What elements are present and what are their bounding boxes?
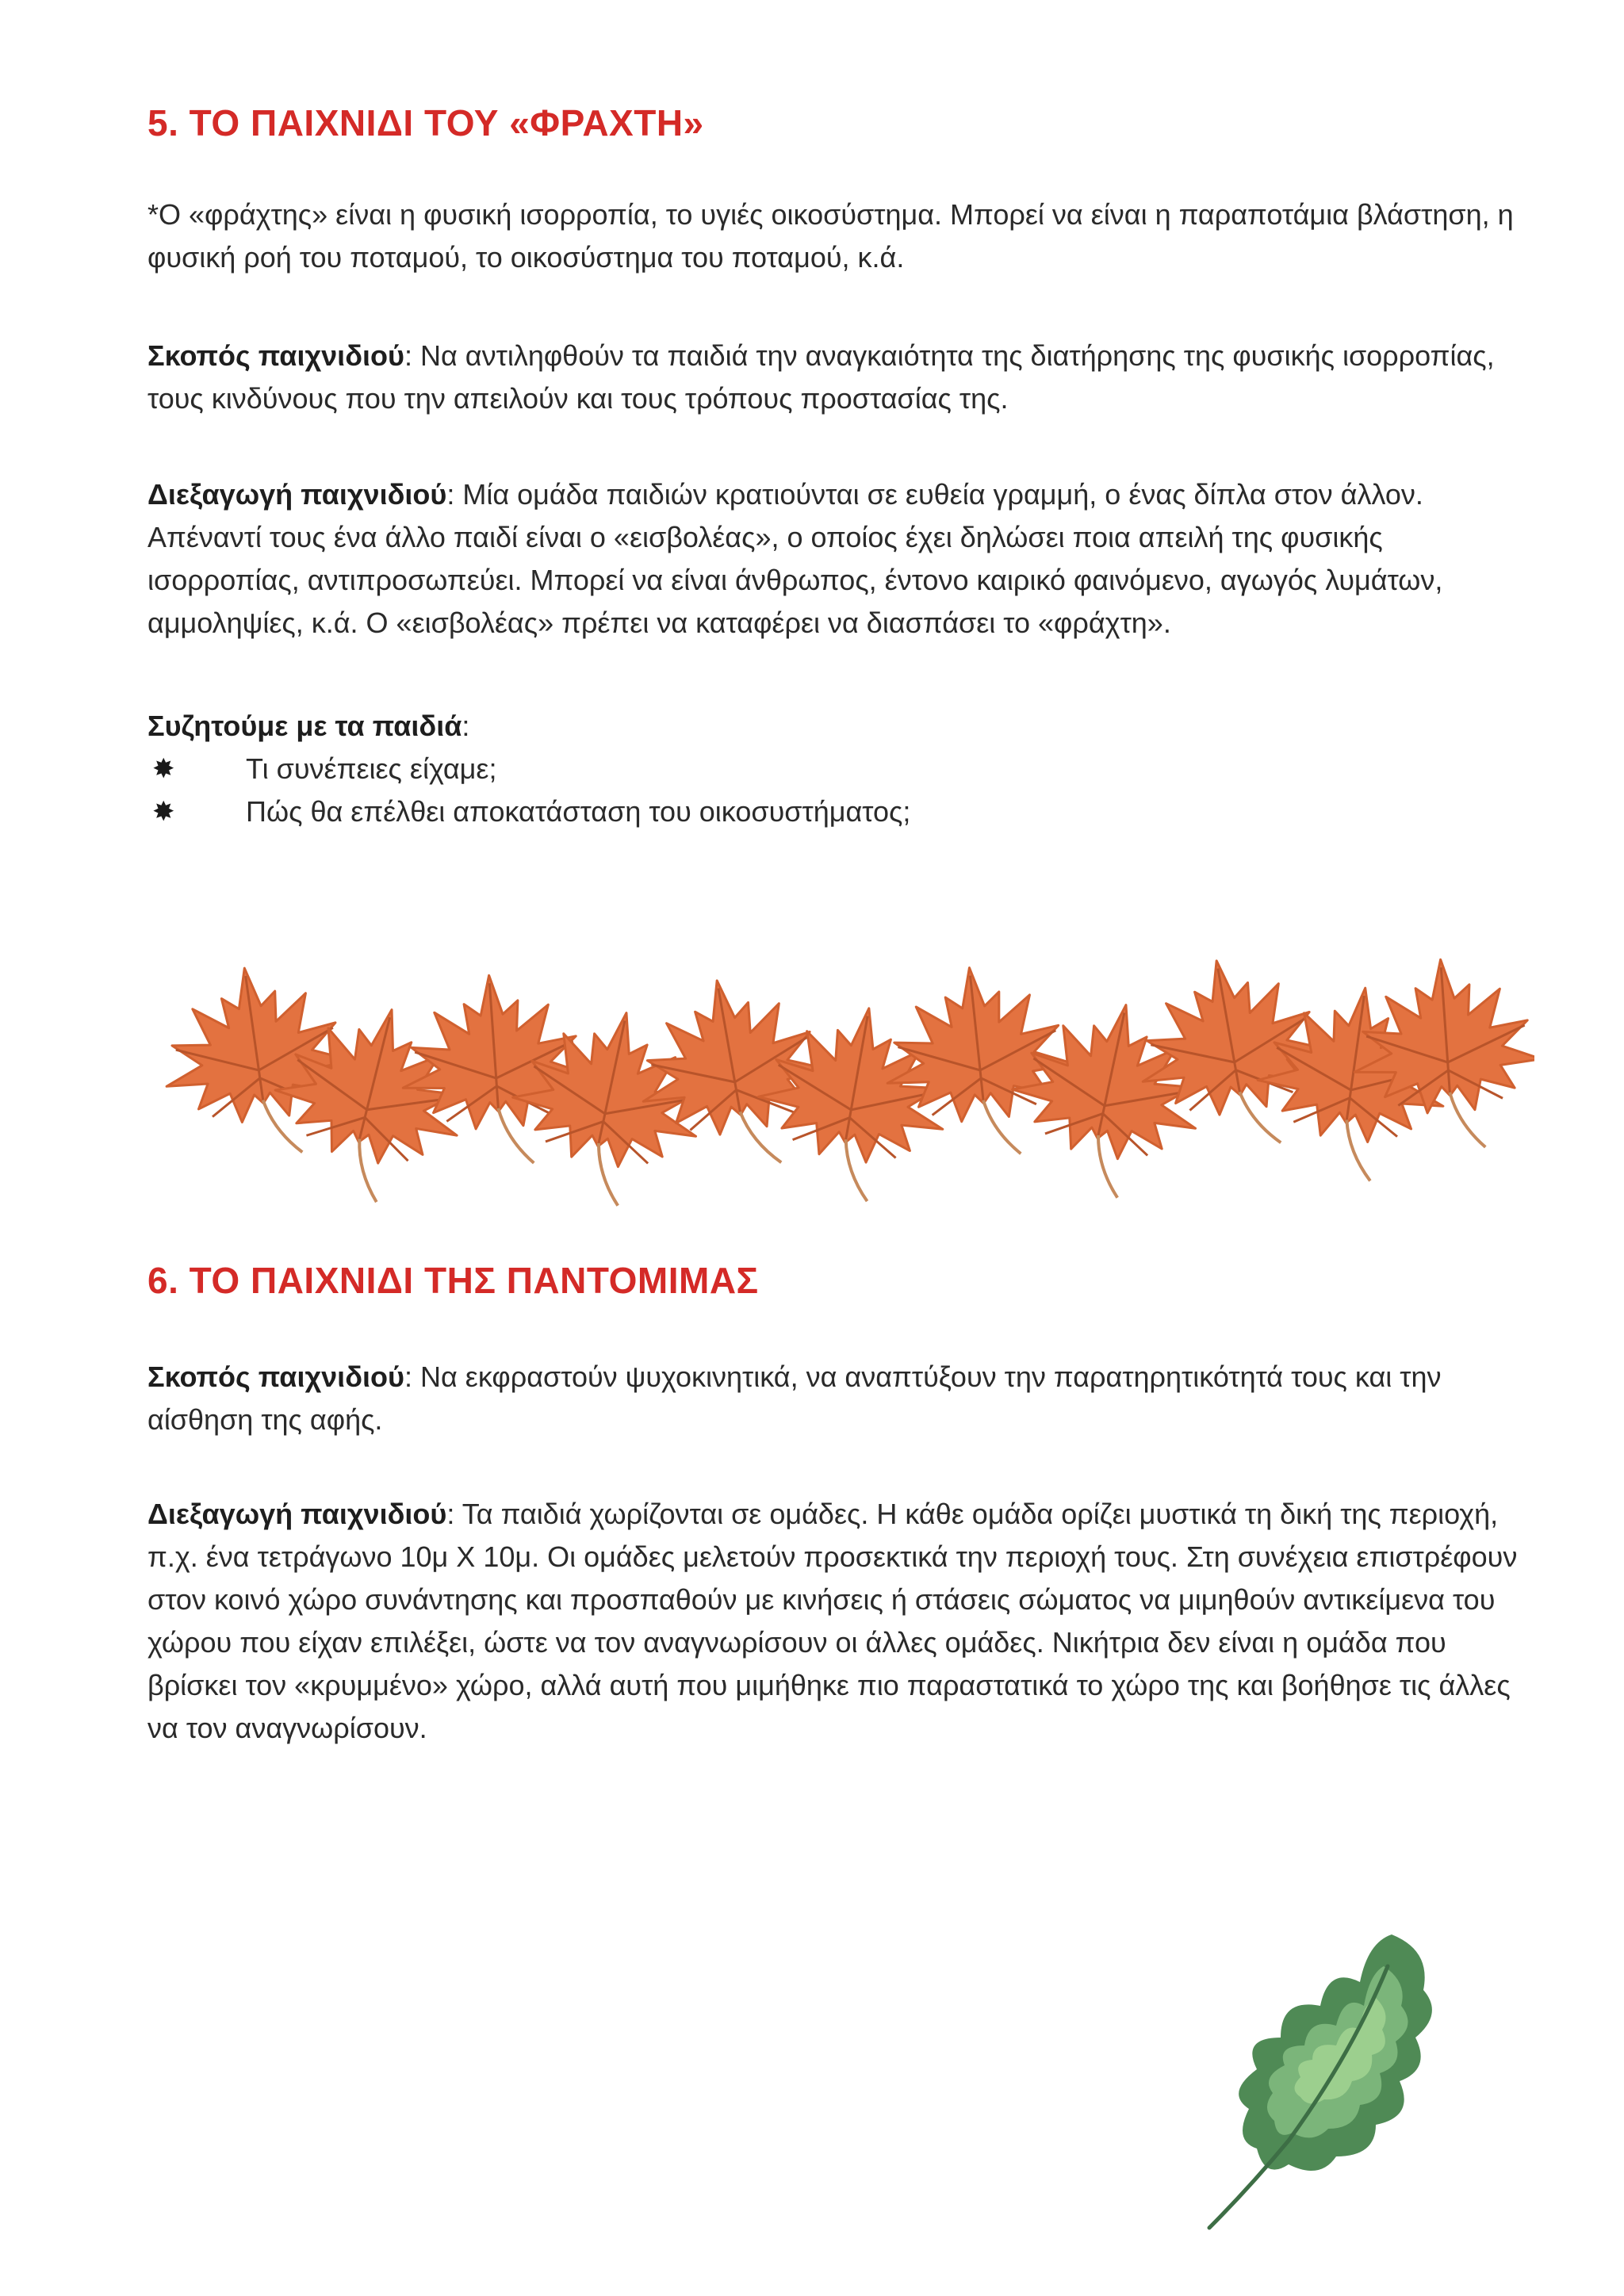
list-item <box>147 790 1527 833</box>
section6-process-paragraph <box>147 1493 1527 1750</box>
section5-goal-text: : Να αντιληφθούν τα παιδιά την αναγκαιότητα της διατήρησης της φυσικής ισορροπίας, τους κινδύνους που την απειλούν και τους τρόπους προστασίας της. <box>147 339 1495 415</box>
section6-goal-paragraph <box>147 1356 1527 1441</box>
section5-note <box>147 193 1527 279</box>
section5-goal-paragraph <box>147 335 1527 420</box>
list-item-text: Τι συνέπειες είχαμε; <box>246 752 497 785</box>
star-bullet-icon: ✸ <box>152 753 175 785</box>
list-item <box>147 748 1527 790</box>
maple-leaf-garland <box>131 936 1534 1221</box>
section5-goal-label: Σκοπός παιχνιδιού <box>147 339 404 372</box>
section6-title: 6. ΤΟ ΠΑΙΧΝΙΔΙ ΤΗΣ ΠΑΝΤΟΜΙΜΑΣ <box>147 1260 759 1301</box>
section5-title: 5. ΤΟ ΠΑΙΧΝΙΔΙ ΤΟΥ «ΦΡΑΧΤΗ» <box>147 102 704 144</box>
section-pantomime-game <box>147 1259 1527 1302</box>
section5-process <box>147 473 1527 645</box>
section5-discuss-label: Συζητούμε με τα παιδιά <box>147 710 462 742</box>
section5-process-label: Διεξαγωγή παιχνιδιού <box>147 478 447 511</box>
section5-discuss-suffix: : <box>462 710 470 742</box>
list-item-text: Πώς θα επέλθει αποκατάσταση του οικοσυστήματος; <box>246 795 911 828</box>
oak-leaf-icon <box>1193 1919 1447 2252</box>
section5-note-text: *Ο «φράχτης» είναι η φυσική ισορροπία, το υγιές οικοσύστημα. Μπορεί να είναι η παραποτάμια βλάστηση, η φυσική ροή του ποταμού, το οικοσύστημα του ποταμού, κ.ά. <box>147 198 1514 274</box>
section-fence-game <box>147 101 1527 144</box>
section5-discuss <box>147 705 1527 833</box>
section6-goal-label: Σκοπός παιχνιδιού <box>147 1360 404 1393</box>
section5-process-text: : Μία ομάδα παιδιών κρατιούνται σε ευθεία γραμμή, ο ένας δίπλα στον άλλον. Απέναντί τους ένα άλλο παιδί είναι ο «εισβολέας», ο οποίος έχει δηλώσει ποια απειλή της φυσικής ισορροπίας, αντιπροσωπεύει. Μπορεί να είναι άνθρωπος, έντονο καιρικό φαινόμενο, αγωγός λυμάτων, αμμοληψίες, κ.ά. Ο «εισβολέας» πρέπει να καταφέρει να διασπάσει το «φράχτη». <box>147 478 1443 639</box>
section6-process-label: Διεξαγωγή παιχνιδιού <box>147 1498 447 1530</box>
section5-goal <box>147 335 1527 420</box>
section6-process-text: : Τα παιδιά χωρίζονται σε ομάδες. Η κάθε ομάδα ορίζει μυστικά τη δική της περιοχή, π.χ. ένα τετράγωνο 10μ Χ 10μ. Οι ομάδες μελετούν προσεκτικά την περιοχή τους. Στη συνέχεια επιστρέφουν στον κοινό χώρο συνάντησης και προσπαθούν με κινήσεις ή στάσεις σώματος να μιμηθούν αντικείμενα του χώρου που είχαν επιλέξει, ώστε να τον αναγνωρίσουν οι άλλες ομάδες. Νικήτρια δεν είναι η ομάδα που βρίσκει τον «κρυμμένο» χώρο, αλλά αυτή που μιμήθηκε πιο παραστατικά το χώρο της και βοήθησε τις άλλες να τον αναγνωρίσουν. <box>147 1498 1518 1744</box>
section6-goal <box>147 1356 1527 1441</box>
star-bullet-icon: ✸ <box>152 796 175 828</box>
section6-process <box>147 1493 1527 1750</box>
section5-process-paragraph <box>147 473 1527 645</box>
section5-discuss-list <box>147 748 1527 833</box>
section6-goal-text: : Να εκφραστούν ψυχοκινητικά, να αναπτύξουν την παρατηρητικότητά τους και την αίσθηση της αφής. <box>147 1360 1442 1436</box>
section5-discuss-heading <box>147 705 1527 748</box>
